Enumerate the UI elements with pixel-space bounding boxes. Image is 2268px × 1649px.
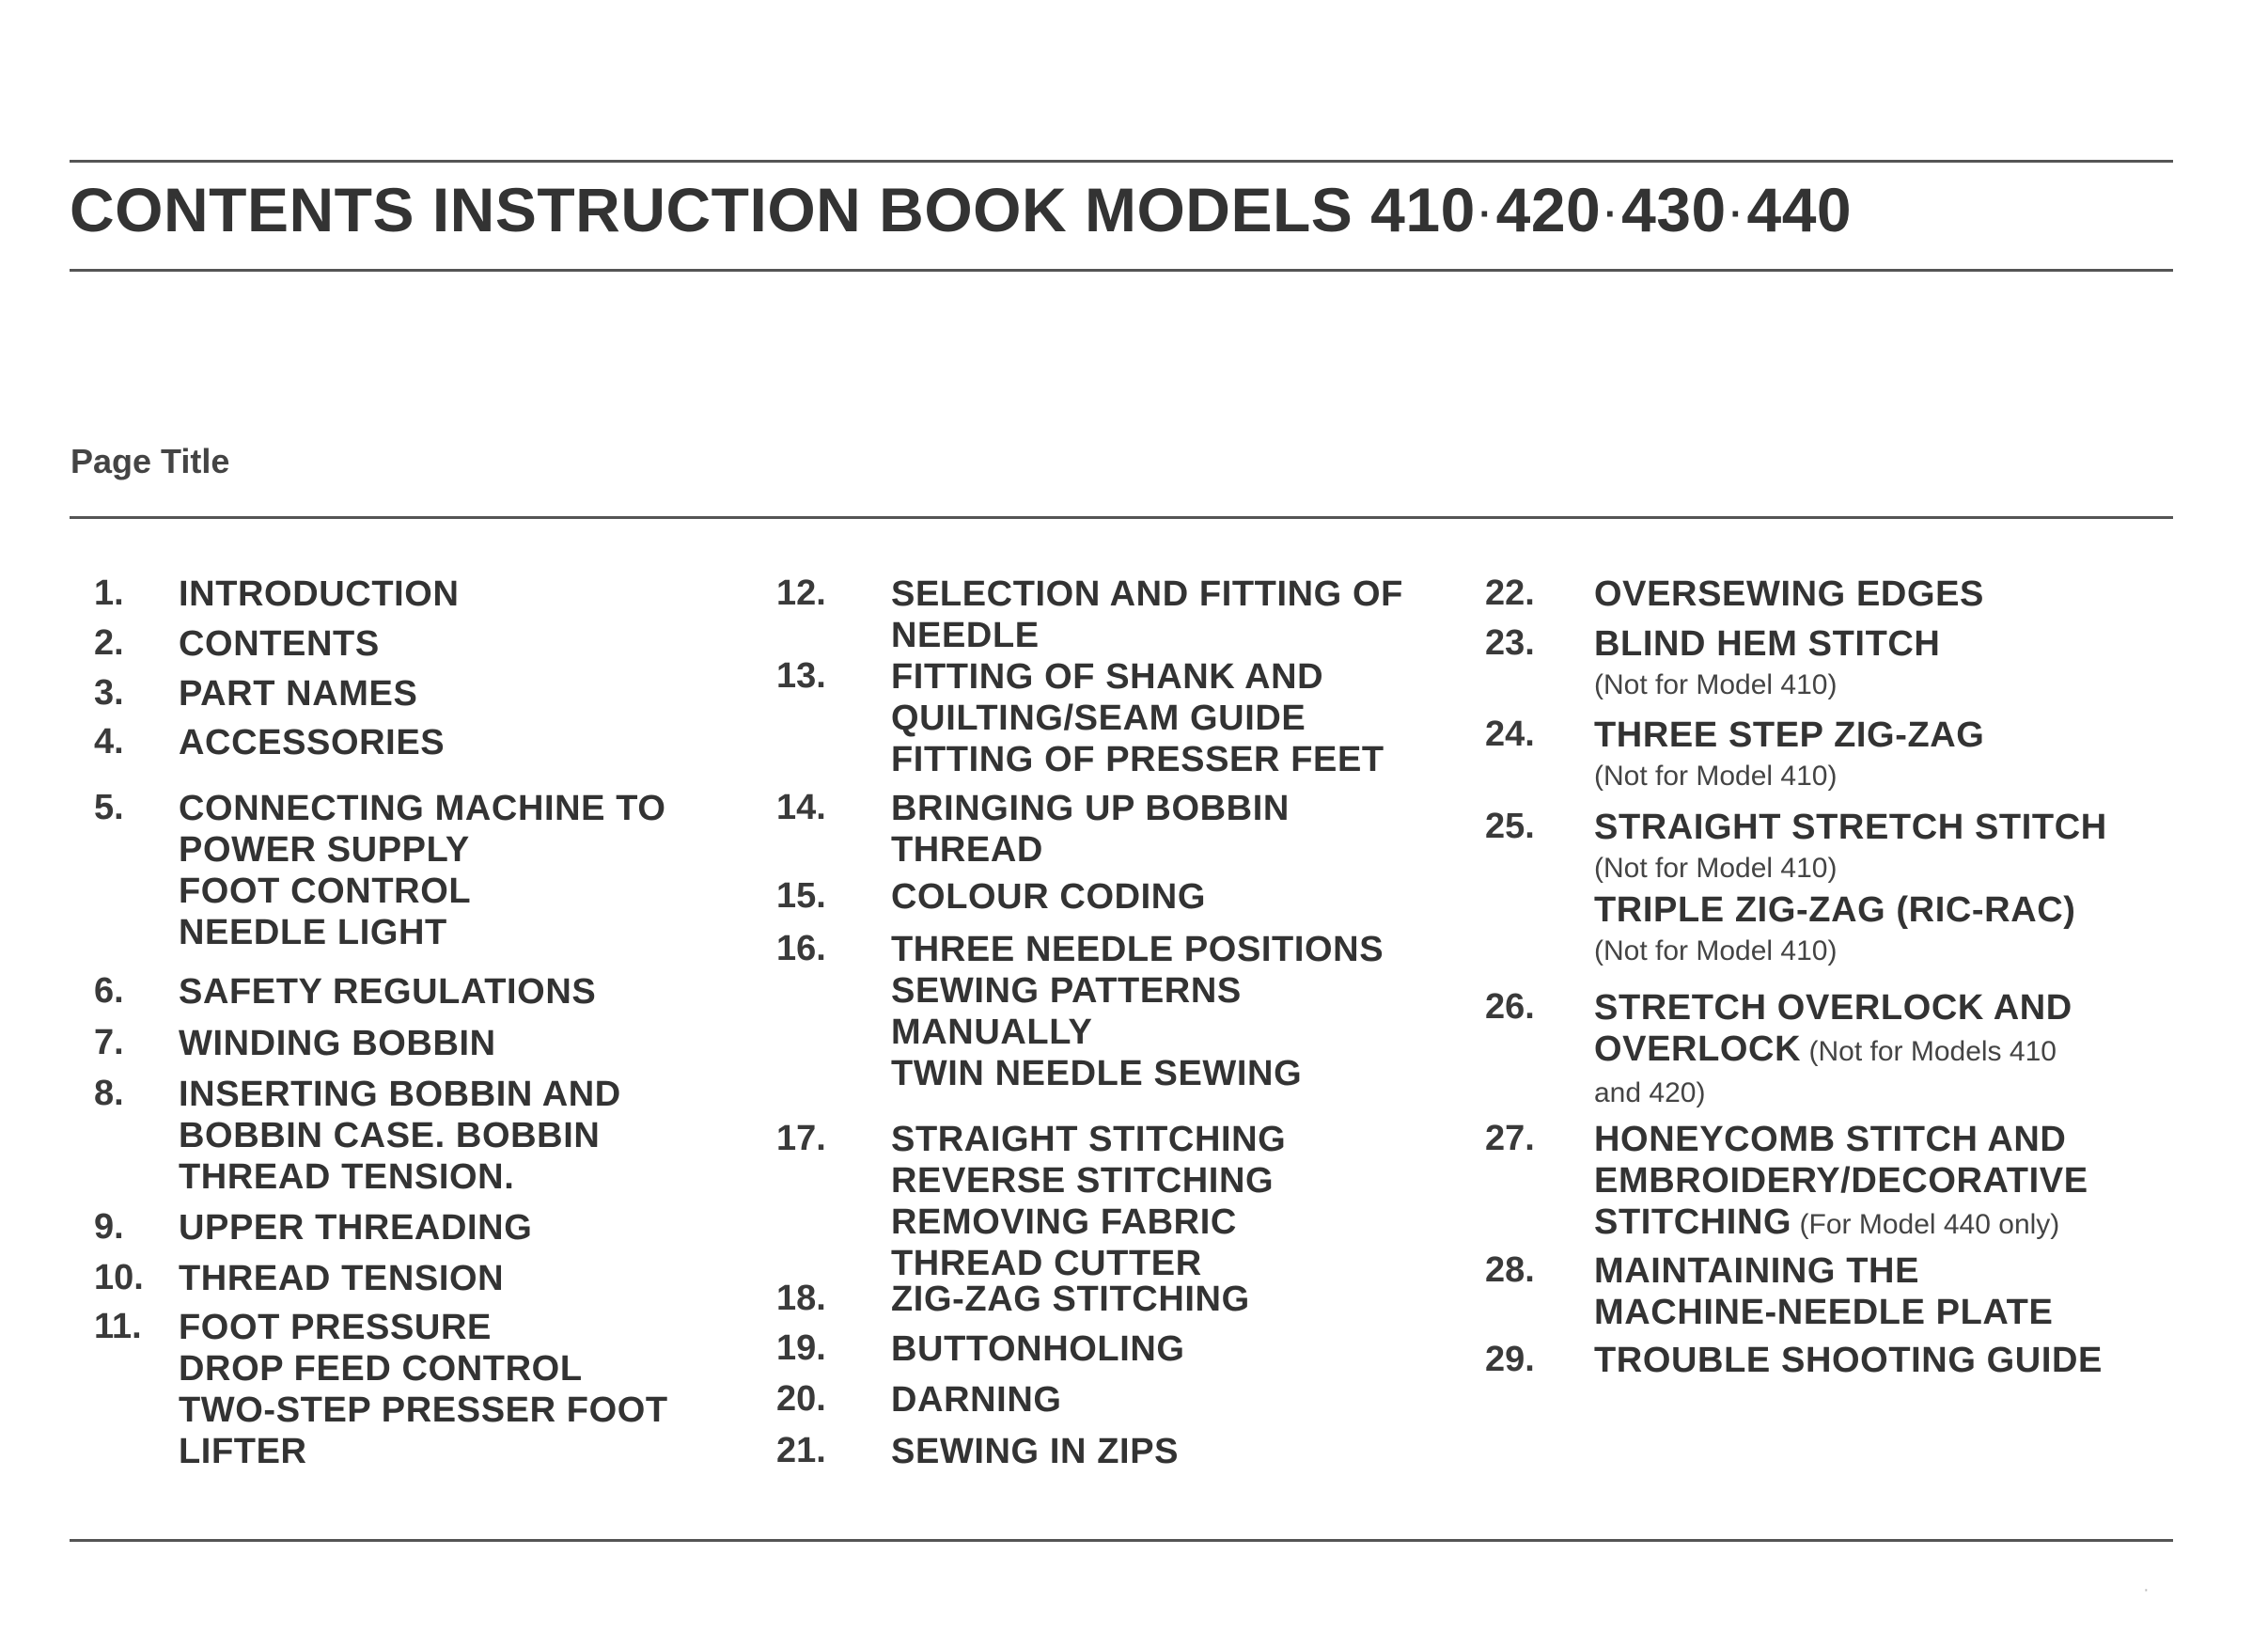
- toc-title-text: MAINTAINING THE: [1594, 1251, 1920, 1291]
- toc-entry-number: 8.: [94, 1074, 124, 1113]
- toc-entry-title: [179, 1390, 668, 1431]
- toc-entry-title: [1594, 1119, 2088, 1160]
- title-part-420: 420: [1495, 175, 1602, 244]
- toc-entry-number: 20.: [776, 1379, 826, 1419]
- toc-entry-title: [891, 829, 1290, 871]
- toc-entry-title: [1594, 623, 1940, 665]
- toc-entry-number: 27.: [1485, 1119, 1535, 1158]
- toc-title-text: BOBBIN CASE. BOBBIN: [179, 1116, 601, 1155]
- toc-entry-title: [179, 1074, 621, 1115]
- toc-title-text: SEWING IN ZIPS: [891, 1432, 1180, 1471]
- toc-title-text: QUILTING/SEAM GUIDE: [891, 699, 1306, 738]
- toc-entry-title: [1594, 1029, 2072, 1073]
- toc-entry-title: [179, 1156, 621, 1198]
- toc-entry-number: 25.: [1485, 807, 1535, 846]
- toc-title-text: STRAIGHT STITCHING: [891, 1120, 1287, 1159]
- toc-title-text: OVERLOCK: [1594, 1029, 1802, 1069]
- toc-title-text: EMBROIDERY/DECORATIVE: [1594, 1161, 2088, 1201]
- toc-entry-note: [1594, 848, 2107, 889]
- toc-title-text: INSERTING BOBBIN AND: [179, 1075, 621, 1114]
- toc-note-text: (Not for Model 410): [1594, 761, 1838, 792]
- toc-entry-title: [891, 573, 1403, 615]
- toc-entry-title: [179, 1207, 532, 1249]
- toc-title-text: NEEDLE LIGHT: [179, 913, 447, 952]
- toc-entry-number: 13.: [776, 656, 826, 696]
- toc-entry-number: 29.: [1485, 1340, 1535, 1379]
- toc-title-text: THREAD TENSION.: [179, 1157, 515, 1197]
- toc-entry-title: [891, 698, 1384, 739]
- toc-title-text: FOOT PRESSURE: [179, 1308, 492, 1347]
- toc-title-text: COLOUR CODING: [891, 877, 1207, 917]
- toc-title-text: SELECTION AND FITTING OF: [891, 574, 1403, 614]
- toc-entry-title: [891, 1160, 1286, 1201]
- toc-entry-number: 12.: [776, 573, 826, 613]
- toc-entry-number: 15.: [776, 876, 826, 916]
- title-part-430: 430: [1621, 175, 1727, 244]
- page-corner-mark: ·: [2143, 1579, 2150, 1600]
- toc-entry-title: [891, 1279, 1250, 1320]
- title-underline-rule: [70, 269, 2173, 272]
- toc-entry-number: 18.: [776, 1279, 826, 1318]
- toc-entry-title: [179, 1258, 504, 1299]
- toc-title-text: FITTING OF PRESSER FEET: [891, 740, 1384, 779]
- toc-entry-title: [891, 1119, 1286, 1160]
- page-title-column-label: Page Title: [70, 442, 230, 480]
- toc-title-text: TROUBLE SHOOTING GUIDE: [1594, 1341, 2103, 1380]
- toc-title-text: MACHINE-NEEDLE PLATE: [1594, 1293, 2054, 1332]
- toc-title-text: POWER SUPPLY: [179, 830, 470, 870]
- toc-entry-note: [1594, 931, 2107, 972]
- toc-entry-title: [891, 1328, 1185, 1370]
- toc-entry-number: 5.: [94, 788, 124, 827]
- toc-entry-title: [179, 1348, 668, 1390]
- toc-note-text: (Not for Model 410): [1594, 669, 1838, 700]
- title-separator: ·: [1729, 194, 1744, 236]
- toc-entry-title: [179, 788, 666, 829]
- toc-entry-number: 3.: [94, 673, 124, 713]
- toc-entry-number: 28.: [1485, 1250, 1535, 1290]
- toc-entry-title: [891, 1012, 1384, 1053]
- toc-title-text: ACCESSORIES: [179, 723, 446, 762]
- toc-entry-title: [891, 788, 1290, 829]
- toc-title-text: FOOT CONTROL: [179, 872, 472, 911]
- toc-entry-title: [891, 656, 1384, 698]
- toc-entry-title: [891, 929, 1384, 970]
- toc-entry-number: 21.: [776, 1431, 826, 1470]
- toc-note-text: and 420): [1594, 1077, 1706, 1108]
- toc-title-text: THREE STEP ZIG-ZAG: [1594, 715, 1985, 755]
- toc-title-text: SAFETY REGULATIONS: [179, 972, 597, 1012]
- toc-entry-title: [891, 615, 1403, 656]
- toc-entry-title: [179, 722, 445, 763]
- toc-title-text: OVERSEWING EDGES: [1594, 574, 1985, 614]
- toc-entry-title: [179, 673, 417, 715]
- toc-entry-number: 22.: [1485, 573, 1535, 613]
- toc-entry-number: 17.: [776, 1119, 826, 1158]
- toc-entry-number: 16.: [776, 929, 826, 968]
- toc-title-text: SEWING PATTERNS: [891, 971, 1242, 1011]
- toc-title-text: DROP FEED CONTROL: [179, 1349, 583, 1389]
- toc-title-text: DARNING: [891, 1380, 1062, 1420]
- toc-title-text: STITCHING: [1594, 1202, 1792, 1242]
- toc-entry-title: [891, 970, 1384, 1012]
- toc-entry-number: 7.: [94, 1023, 124, 1062]
- title-separator: ·: [1478, 194, 1493, 236]
- toc-entry-title: [891, 1379, 1062, 1421]
- toc-title-text: HONEYCOMB STITCH AND: [1594, 1120, 2067, 1159]
- header-rule: [70, 516, 2173, 519]
- toc-title-text: ZIG-ZAG STITCHING: [891, 1280, 1250, 1319]
- toc-entry-title: [1594, 715, 1984, 756]
- toc-inline-note: (Not for Models 410: [1801, 1036, 2057, 1067]
- toc-entry-number: 4.: [94, 722, 124, 762]
- toc-entry-title: [179, 1115, 621, 1156]
- toc-entry-title: [1594, 1292, 2053, 1333]
- toc-title-text: BRINGING UP BOBBIN: [891, 789, 1290, 828]
- toc-note-text: (Not for Model 410): [1594, 935, 1838, 966]
- toc-entry-number: 24.: [1485, 715, 1535, 754]
- toc-entry-title: [891, 1431, 1179, 1472]
- toc-entry-number: 6.: [94, 971, 124, 1011]
- toc-entry-title: [1594, 1250, 2053, 1292]
- toc-entry-title: [179, 829, 666, 871]
- toc-title-text: UPPER THREADING: [179, 1208, 533, 1248]
- toc-entry-title: [179, 971, 596, 1013]
- toc-entry-number: 10.: [94, 1258, 144, 1297]
- bottom-rule: [70, 1539, 2173, 1542]
- toc-entry-number: 11.: [94, 1307, 142, 1346]
- toc-entry-title: [1594, 889, 2107, 931]
- toc-entry-title: [179, 871, 666, 912]
- toc-title-text: MANUALLY: [891, 1013, 1093, 1052]
- toc-title-text: STRAIGHT STRETCH STITCH: [1594, 808, 2107, 847]
- toc-entry-title: [1594, 807, 2107, 848]
- toc-entry-title: [891, 876, 1206, 918]
- toc-entry-title: [1594, 1201, 2088, 1246]
- toc-entry-number: 14.: [776, 788, 826, 827]
- toc-title-text: INTRODUCTION: [179, 574, 460, 614]
- toc-entry-title: [179, 1023, 496, 1064]
- toc-entry-number: 9.: [94, 1207, 124, 1247]
- toc-entry-title: [1594, 987, 2072, 1029]
- toc-entry-title: [1594, 1340, 2103, 1381]
- toc-title-text: CONTENTS: [179, 624, 380, 664]
- toc-title-text: LIFTER: [179, 1432, 307, 1471]
- toc-title-text: THREAD TENSION: [179, 1259, 505, 1298]
- toc-title-text: FITTING OF SHANK AND: [891, 657, 1324, 697]
- toc-entry-title: [1594, 1160, 2088, 1201]
- toc-entry-number: 26.: [1485, 987, 1535, 1027]
- toc-entry-title: [179, 1307, 668, 1348]
- toc-title-text: PART NAMES: [179, 674, 418, 714]
- toc-entry-title: [179, 623, 380, 665]
- toc-entry-title: [1594, 573, 1984, 615]
- toc-title-text: TWO-STEP PRESSER FOOT: [179, 1390, 668, 1430]
- toc-entry-note: [1594, 756, 1984, 797]
- toc-entry-title: [179, 912, 666, 953]
- toc-entry-title: [179, 1431, 668, 1472]
- title-part-main: CONTENTS INSTRUCTION BOOK MODELS 410: [70, 175, 1476, 244]
- page-title: [70, 174, 1852, 245]
- toc-entry-number: 1.: [94, 573, 124, 613]
- toc-title-text: TWIN NEEDLE SEWING: [891, 1054, 1303, 1093]
- toc-title-text: REMOVING FABRIC: [891, 1202, 1237, 1242]
- toc-title-text: THREAD: [891, 830, 1043, 870]
- toc-title-text: BLIND HEM STITCH: [1594, 624, 1941, 664]
- toc-entry-number: 2.: [94, 623, 124, 663]
- toc-entry-title: [891, 1201, 1286, 1243]
- toc-title-text: THREE NEEDLE POSITIONS: [891, 930, 1384, 969]
- top-rule: [70, 160, 2173, 163]
- toc-entry-number: 23.: [1485, 623, 1535, 663]
- toc-entry-title: [891, 739, 1384, 780]
- toc-entry-note: [1594, 665, 1940, 706]
- toc-title-text: WINDING BOBBIN: [179, 1024, 496, 1063]
- title-separator: ·: [1604, 194, 1619, 236]
- toc-entry-note: [1594, 1073, 2072, 1114]
- toc-note-text: (Not for Model 410): [1594, 853, 1838, 884]
- toc-title-text: BUTTONHOLING: [891, 1329, 1185, 1369]
- toc-title-text: NEEDLE: [891, 616, 1040, 655]
- toc-entry-number: 19.: [776, 1328, 826, 1368]
- toc-title-text: STRETCH OVERLOCK AND: [1594, 988, 2072, 1028]
- toc-inline-note: (For Model 440 only): [1791, 1209, 2060, 1240]
- toc-entry-title: [891, 1053, 1384, 1094]
- toc-title-text: CONNECTING MACHINE TO: [179, 789, 666, 828]
- toc-title-text: REVERSE STITCHING: [891, 1161, 1275, 1201]
- toc-title-text: TRIPLE ZIG-ZAG (RIC-RAC): [1594, 890, 2076, 930]
- title-part-440: 440: [1746, 175, 1853, 244]
- toc-title-text: THREAD CUTTER: [891, 1244, 1202, 1283]
- toc-entry-title: [179, 573, 460, 615]
